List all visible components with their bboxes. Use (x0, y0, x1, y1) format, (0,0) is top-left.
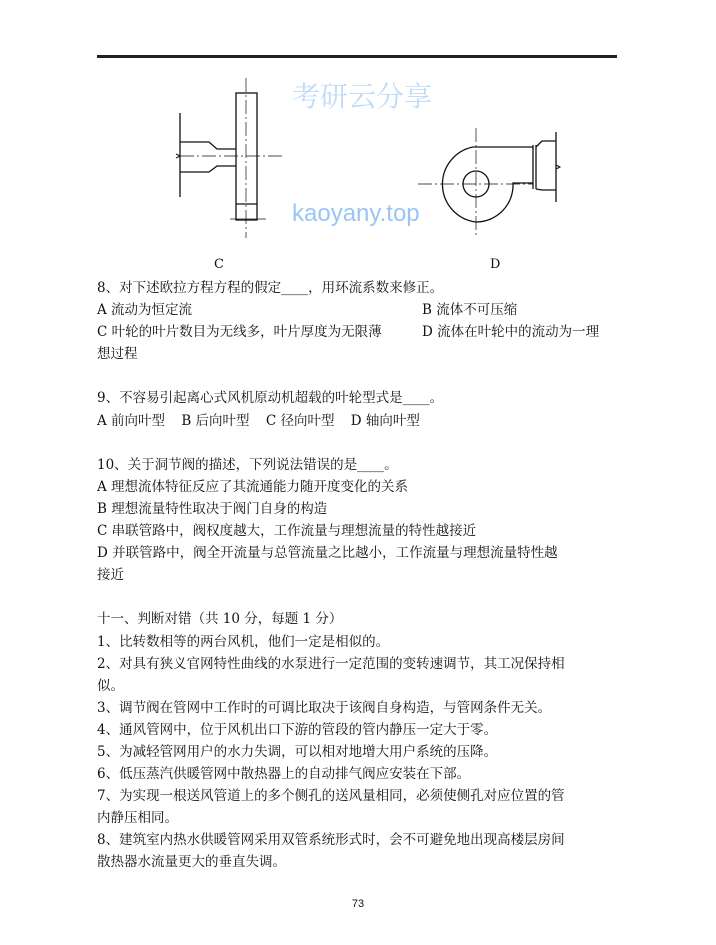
judgment-line: 7、为实现一根送风管道上的多个侧孔的送风量相同，必须使侧孔对应位置的管 (97, 788, 565, 805)
option-d-continued: 接近 (97, 567, 124, 584)
judgment-line: 5、为减轻管网用户的水力失调，可以相对地增大用户系统的压降。 (97, 743, 498, 760)
option-c: C 径向叶型 (265, 412, 335, 429)
diagram-d-label: D (490, 257, 501, 272)
option-b: B 理想流量特性取决于阀门自身的构造 (97, 500, 328, 517)
diagram-c (176, 78, 282, 238)
diagram-d (418, 128, 560, 235)
question-10-stem: 10、关于洞节阀的描述，下列说法错误的是____。 (97, 456, 398, 473)
judgment-line: 内静压相同。 (97, 810, 178, 827)
option-b: B 后向叶型 (181, 412, 250, 429)
option-d: D 并联管路中，阀全开流量与总管流量之比越小，工作流量与理想流量特性越 (97, 545, 558, 562)
option-d-continued: 想过程 (97, 346, 138, 363)
question-9-options (97, 410, 622, 432)
option-b: B 流体不可压缩 (422, 302, 518, 319)
page-number: 73 (351, 898, 365, 910)
judgment-line: 3、调节阀在管网中工作时的可调比取决于该阀自身构造，与管网条件无关。 (97, 699, 552, 716)
document-body (97, 277, 622, 874)
judgment-line: 6、低压蒸汽供暖管网中散热器上的自动排气阀应安装在下部。 (97, 766, 471, 783)
judgment-line: 2、对具有狭义官网特性曲线的水泵进行一定范围的变转速调节，其工况保持相 (97, 655, 565, 672)
question-8-stem: 8、对下述欧拉方程方程的假定____，用环流系数来修正。 (97, 280, 444, 296)
judgment-line: 似。 (97, 677, 124, 694)
option-d: D 流体在叶轮中的流动为一理 (422, 324, 600, 341)
question-9-stem: 9、不容易引起离心式风机原动机超载的叶轮型式是____。 (97, 390, 444, 407)
question-8-options-cd (97, 321, 622, 343)
option-a: A 流动为恒定流 (97, 302, 193, 319)
option-c: C 叶轮的叶片数目为无线多，叶片厚度为无限薄 (97, 324, 382, 341)
fan-diagrams (0, 0, 716, 260)
judgment-line: 4、通风管网中，位于风机出口下游的管段的管内静压一定大于零。 (97, 721, 498, 738)
judgment-line: 1、比转数相等的两台风机，他们一定是相似的。 (97, 633, 390, 650)
watermark-url: kaoyany.top (292, 200, 420, 227)
judgment-line: 8、建筑室内热水供暖管网采用双管系统形式时，会不可避免地出现高楼层房间 (97, 832, 565, 849)
option-a: A 理想流体特征反应了其流通能力随开度变化的关系 (97, 478, 409, 495)
judgment-line: 散热器水流量更大的垂直失调。 (97, 854, 286, 871)
option-a: A 前向叶型 (97, 412, 166, 429)
diagram-c-label: C (214, 257, 224, 272)
watermark-chinese: 考研云分享 (292, 80, 433, 113)
option-d: D 轴向叶型 (350, 412, 420, 429)
section-11-title: 十一、判断对错（共 10 分，每题 1 分） (97, 611, 343, 628)
option-c: C 串联管路中，阀权度越大，工作流量与理想流量的特性越接近 (97, 523, 477, 540)
question-8-options-ab (97, 299, 622, 321)
